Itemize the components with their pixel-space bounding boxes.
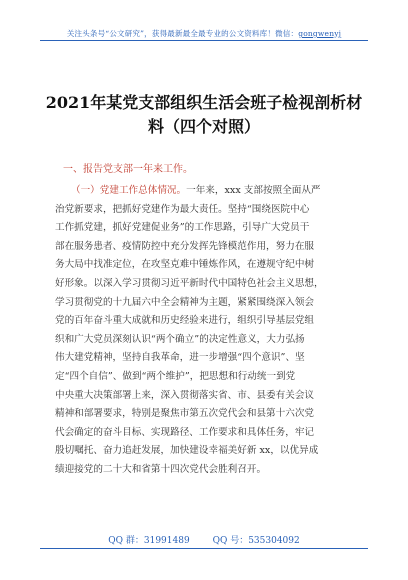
paragraph-line: 精神和部署要求，特别是聚焦市第五次党代会和县第十六次党 <box>55 408 315 420</box>
qq-number: QQ 号：535304092 <box>212 536 300 546</box>
paragraph-line: 绩迎接党的二十大和省第十四次党代会胜利召开。 <box>55 463 267 475</box>
paragraph-line: 殷切嘱托、奋力追赶发展，加快建设幸福美好新 xx，以优异成 <box>55 445 319 457</box>
sub-heading: （一）党建工作总体情况。 <box>71 185 187 196</box>
paragraph-line: 好形象。以深入学习贯彻习近平新时代中国特色社会主义思想， <box>55 277 324 289</box>
title-line-1: 2021年某党支部组织生活会班子检视剖析材 <box>45 93 363 112</box>
qq-group-number: QQ 群：31991489 <box>108 536 190 546</box>
section-heading: 一、报告党支部一年来工作。 <box>63 164 193 175</box>
paragraph-line: （一）党建工作总体情况。一年来，xxx 支部按照全面从严 <box>71 185 321 196</box>
document-title <box>40 91 368 139</box>
header-promo-text: 关注头条号“公文研究”，获得最新最全最专业的公文资料库！微信： <box>66 29 299 38</box>
header-divider <box>40 40 368 41</box>
header-wechat-link[interactable]: gongwenyj <box>298 29 342 38</box>
paragraph-line: 务大局中找准定位，在攻坚克难中锤炼作风，在遵规守纪中树 <box>55 259 315 271</box>
paragraph-line: 部在服务患者、疫情防控中充分发挥先锋模范作用，努力在服 <box>55 240 315 252</box>
paragraph-line: 党的百年奋斗重大成就和历史经验来进行，组织引导基层党组 <box>55 315 315 327</box>
page-header <box>40 28 368 39</box>
title-line-2: 料（四个对照） <box>147 117 260 136</box>
page-footer <box>40 533 368 546</box>
paragraph-line: 织和广大党员深刻认识“两个确立”的决定性意义，大力弘扬 <box>55 333 305 345</box>
footer-divider <box>40 548 368 549</box>
paragraph-line: 工作抓党建，抓好党建促业务”的工作思路，引导广大党员干 <box>55 222 310 234</box>
paragraph-line: 代会确定的奋斗目标、实现路径、工作要求和具体任务，牢记 <box>55 426 315 438</box>
body-paragraph <box>55 182 358 480</box>
paragraph-line: 治党新要求，把抓好党建作为最大责任。坚持“围绕医院中心 <box>55 203 310 215</box>
paragraph-line: 定“四个自信”、做到“两个维护”，把思想和行动统一到党 <box>55 370 296 382</box>
paragraph-line: 伟大建党精神，坚持自我革命，进一步增强“四个意识”、坚 <box>55 352 305 364</box>
paragraph-line: 学习贯彻党的十九届六中全会精神为主题，紧紧围绕深入领会 <box>55 296 315 308</box>
paragraph-line: 中央重大决策部署上来，深入贯彻落实省、市、县委有关会议 <box>55 389 315 401</box>
